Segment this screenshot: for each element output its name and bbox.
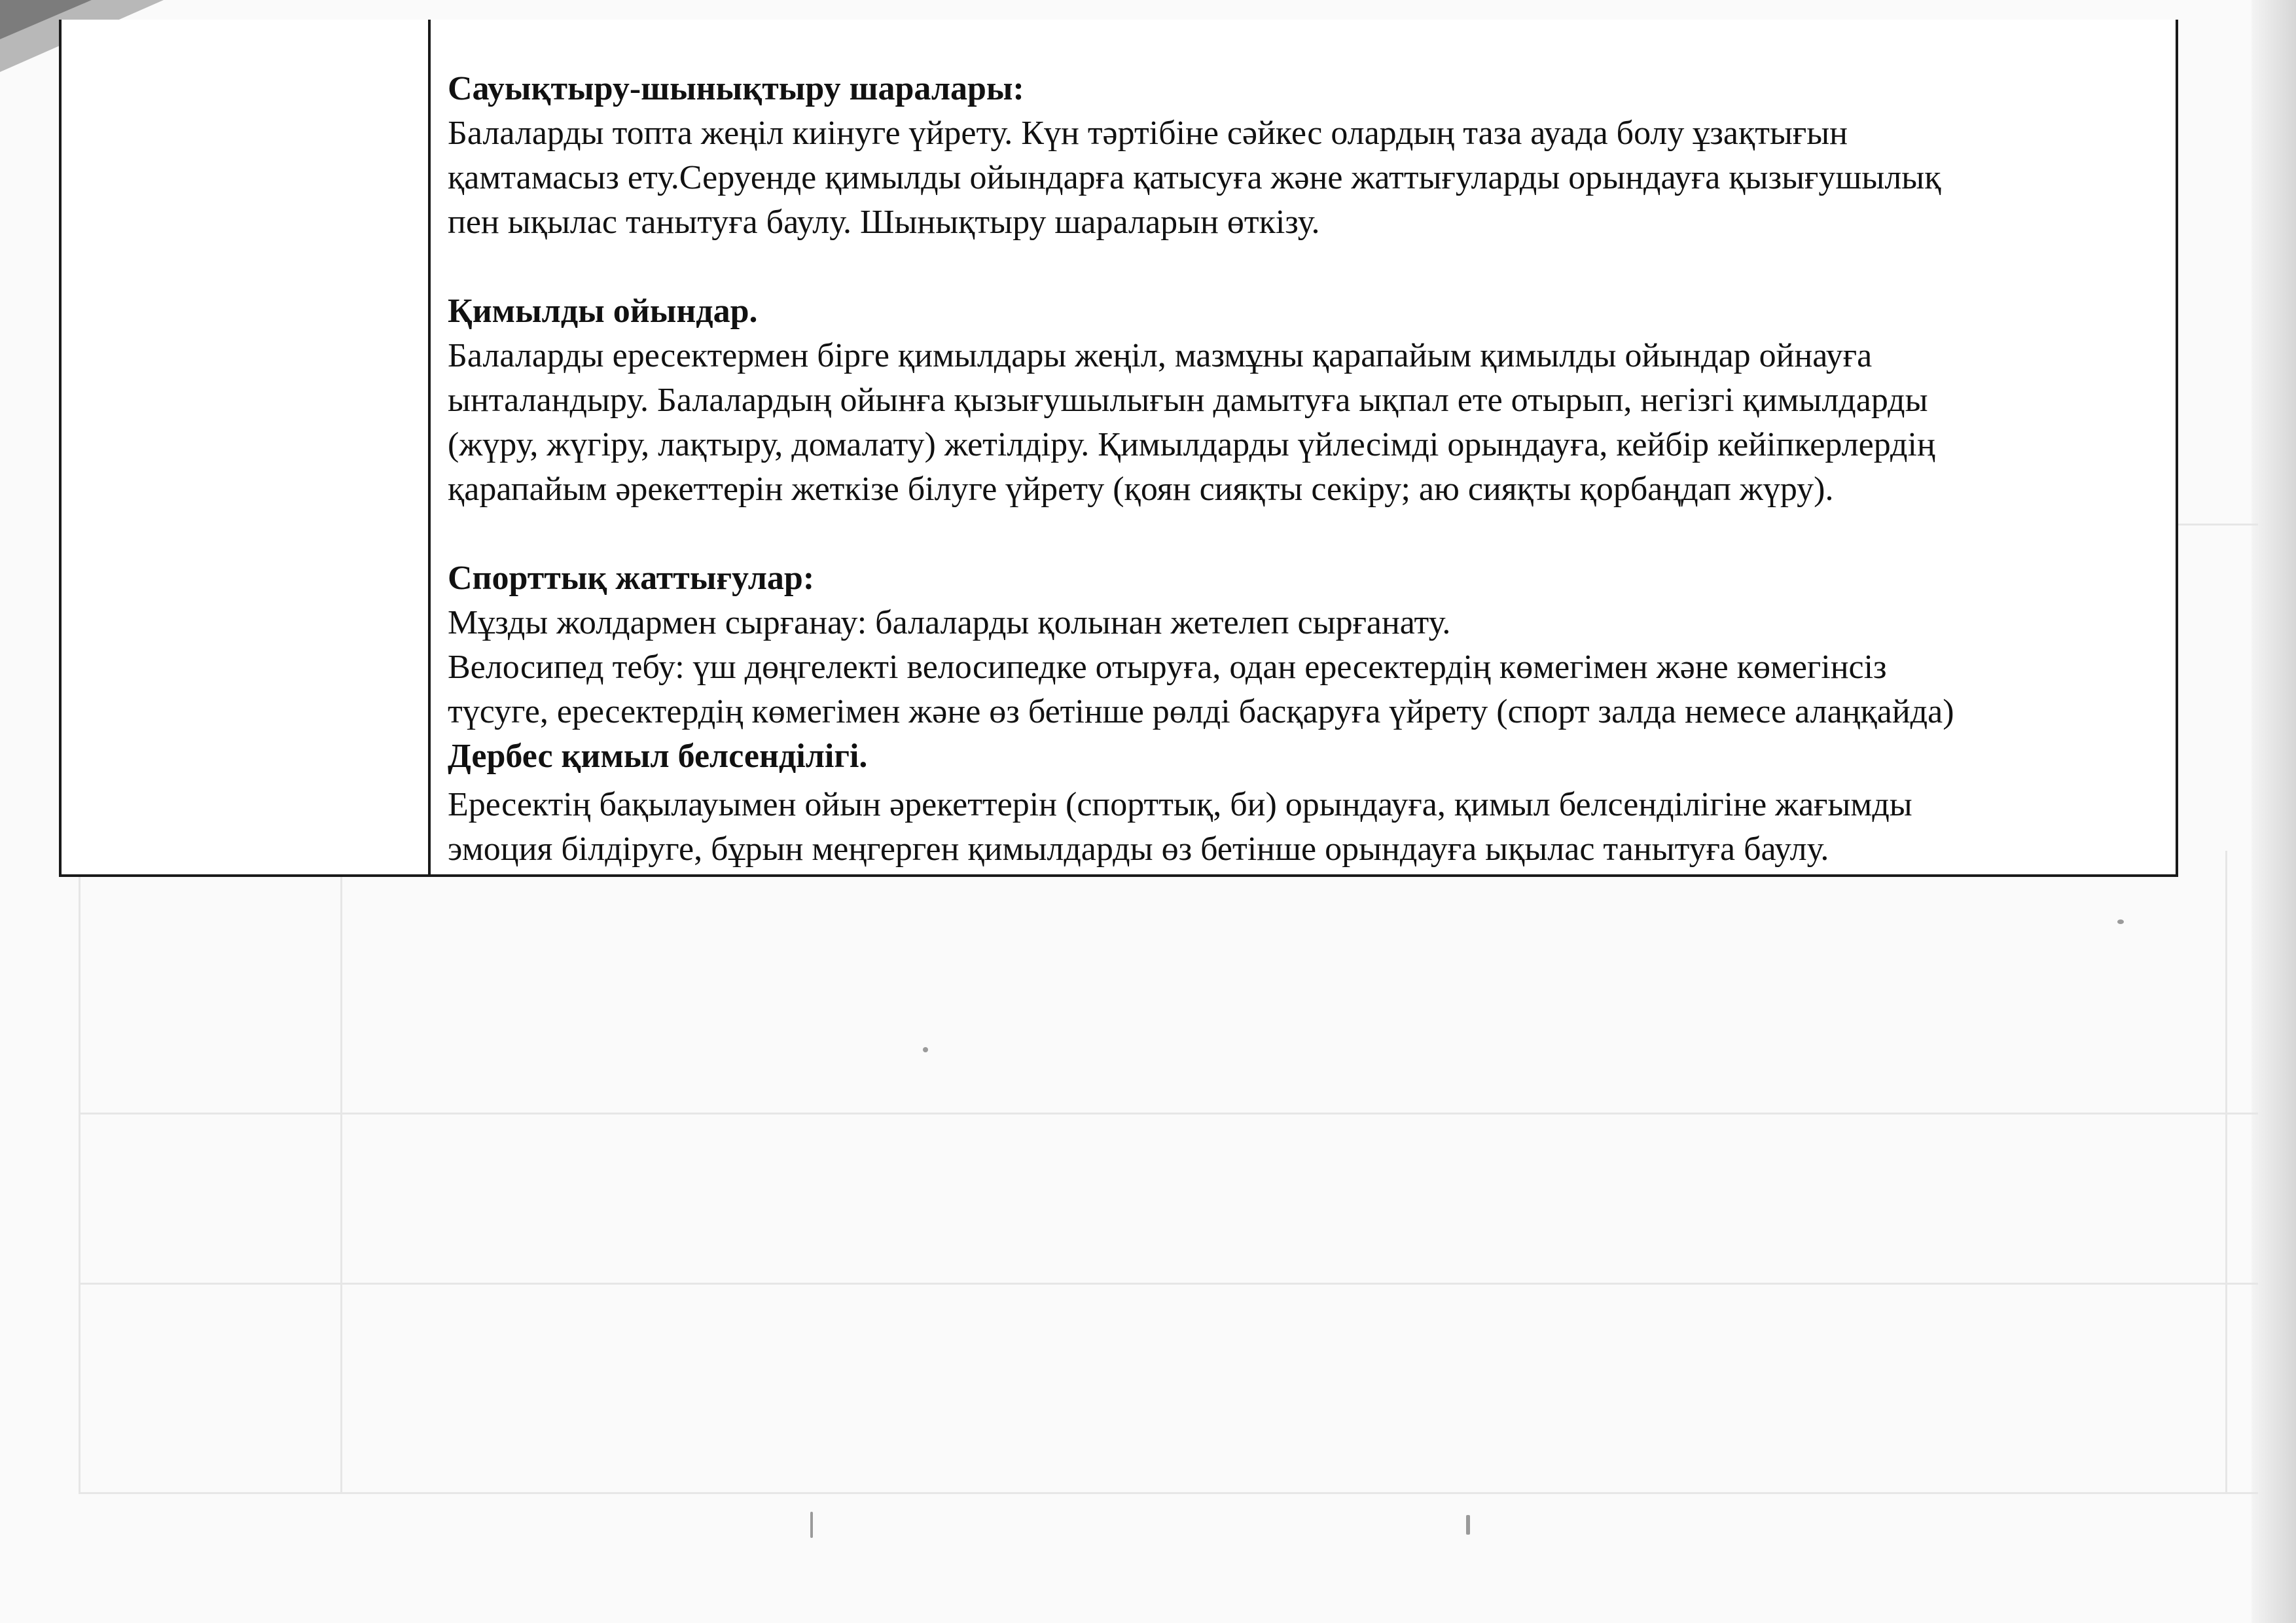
scan-speck <box>1466 1515 1470 1535</box>
section-spacer <box>448 245 2162 289</box>
section-text-sports <box>448 601 2162 734</box>
section-heading-health: Сауықтыру-шынықтыру шаралары: <box>448 70 1024 107</box>
background-table-rule <box>2225 851 2227 1492</box>
background-table-rule <box>79 1492 2258 1494</box>
section-text-health <box>448 111 2162 245</box>
text-line: ынталандыру. Балалардың ойынға қызығушылығын дамытуға ықпал ете отырып, негізгі қимылдарды <box>448 382 1928 419</box>
page-edge-shadow <box>2251 0 2296 1623</box>
table-content-cell <box>448 67 2162 872</box>
section-heading-sports: Спорттық жаттығулар: <box>448 560 815 597</box>
text-line: эмоция білдіруге, бұрын меңгерген қимылдарды өз бетінше орындауға ықылас танытуға баулу. <box>448 830 1829 868</box>
text-line: Мұзды жолдармен сырғанау: балаларды қолынан жетелеп сырғанату. <box>448 604 1451 641</box>
background-table-rule <box>79 851 81 1492</box>
text-line: қарапайым әрекеттерін жеткізе білуге үйрету (қоян сияқты секіру; аю сияқты қорбаңдап жүру). <box>448 471 1834 508</box>
text-line: Балаларды топта жеңіл киінуге үйрету. Күн тәртібіне сәйкес олардың таза ауада болу ұзақтығын <box>448 115 1848 152</box>
scan-speck <box>2117 919 2124 924</box>
table-column-divider <box>428 20 431 874</box>
section-text-games <box>448 334 2162 512</box>
section-heading-games: Қимылды ойындар. <box>448 293 758 330</box>
text-line: (жүру, жүгіру, лақтыру, домалату) жетілдіру. Қимылдарды үйлесімді орындауға, кейбір кейіпкерлердің <box>448 426 1935 463</box>
background-table-rule <box>79 1113 2258 1115</box>
text-line: қамтамасыз ету.Серуенде қимылды ойындарға қатысуға және жаттығуларды орындауға қызығушылық <box>448 159 1941 196</box>
content-table-sheet <box>59 20 2178 877</box>
text-line: Ересектің бақылауымен ойын әрекеттерін (спорттық, би) орындауға, қимыл белсенділігіне жағымды <box>448 786 1912 823</box>
section-text-activity <box>448 783 2162 872</box>
scan-speck <box>923 1047 928 1052</box>
section-heading-activity: Дербес қимыл белсенділігі. <box>448 738 868 775</box>
text-line: Велосипед тебу: үш дөңгелекті велосипедке отыруға, одан ересектердің көмегімен және көмегінсіз <box>448 649 1887 686</box>
text-line: Балаларды ересектермен бірге қимылдары жеңіл, мазмұны қарапайым қимылды ойындар ойнауға <box>448 337 1873 374</box>
background-table-rule <box>79 1283 2258 1285</box>
text-line: түсуге, ересектердің көмегімен және өз бетінше рөлді басқаруға үйрету (спорт залда немесе алаңқайда) <box>448 693 1954 730</box>
section-spacer <box>448 512 2162 556</box>
scan-speck <box>810 1512 813 1538</box>
text-line: пен ықылас танытуға баулу. Шынықтыру шараларын өткізу. <box>448 204 1320 241</box>
